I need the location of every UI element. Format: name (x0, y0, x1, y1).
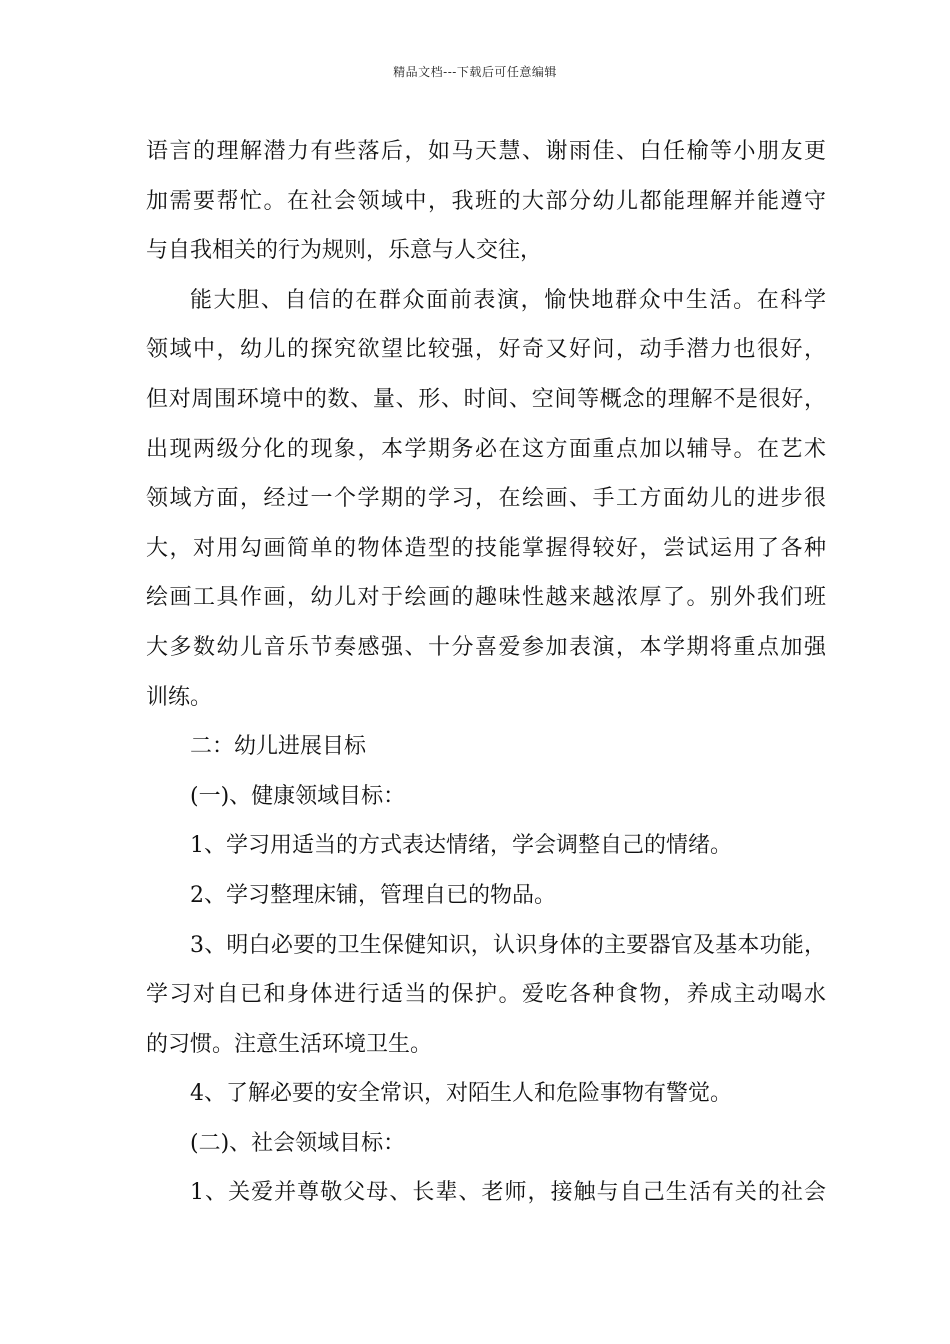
text-line: 出现两级分化的现象，本学期务必在这方面重点加以辅导。在艺术 (146, 436, 826, 462)
list-item: 4、了解必要的安全常识，对陌生人和危险事物有警觉。 (190, 1081, 732, 1107)
text-line: 训练。 (146, 684, 213, 710)
text-line: 领域方面，经过一个学期的学习，在绘画、手工方面幼儿的进步很 (146, 486, 826, 512)
text-line: 与自我相关的行为规则，乐意与人交往， (146, 238, 543, 264)
list-item: 3、明白必要的卫生保健知识，认识身体的主要器官及基本功能， (190, 932, 826, 958)
document-body (146, 127, 826, 1218)
text-line: 但对周围环境中的数、量、形、时间、空间等概念的理解不是很好， (146, 386, 826, 412)
page-header: 精品文档---下载后可任意编辑 (393, 65, 557, 79)
list-item: 1、学习用适当的方式表达情绪，学会调整自己的情绪。 (190, 833, 732, 859)
text-line: 加需要帮忙。在社会领域中，我班的大部分幼儿都能理解并能遵守 (146, 188, 826, 214)
subsection-heading: (二)、社会领域目标： (190, 1130, 406, 1156)
text-line: 能大胆、自信的在群众面前表演，愉快地群众中生活。在科学 (190, 287, 826, 313)
text-line: 的习惯。注意生活环境卫生。 (146, 1031, 433, 1057)
text-line: 学习对自已和身体进行适当的保护。爱吃各种食物，养成主动喝水 (146, 982, 826, 1008)
list-item: 1、关爱并尊敬父母、长辈、老师，接触与自己生活有关的社会 (190, 1180, 826, 1206)
subsection-heading: (一)、健康领域目标： (190, 783, 406, 809)
text-line: 绘画工具作画，幼儿对于绘画的趣味性越来越浓厚了。别外我们班 (146, 585, 826, 611)
text-line: 大，对用勾画简单的物体造型的技能掌握得较好，尝试运用了各种 (146, 535, 826, 561)
list-item: 2、学习整理床铺，管理自已的物品。 (190, 882, 556, 908)
text-line: 语言的理解潜力有些落后，如马天慧、谢雨佳、白任榆等小朋友更 (146, 139, 826, 164)
section-heading: 二：幼儿进展目标 (190, 734, 367, 760)
text-line: 领域中，幼儿的探究欲望比较强，好奇又好问，动手潜力也很好， (146, 337, 826, 363)
text-line: 大多数幼儿音乐节奏感强、十分喜爱参加表演，本学期将重点加强 (146, 634, 826, 660)
